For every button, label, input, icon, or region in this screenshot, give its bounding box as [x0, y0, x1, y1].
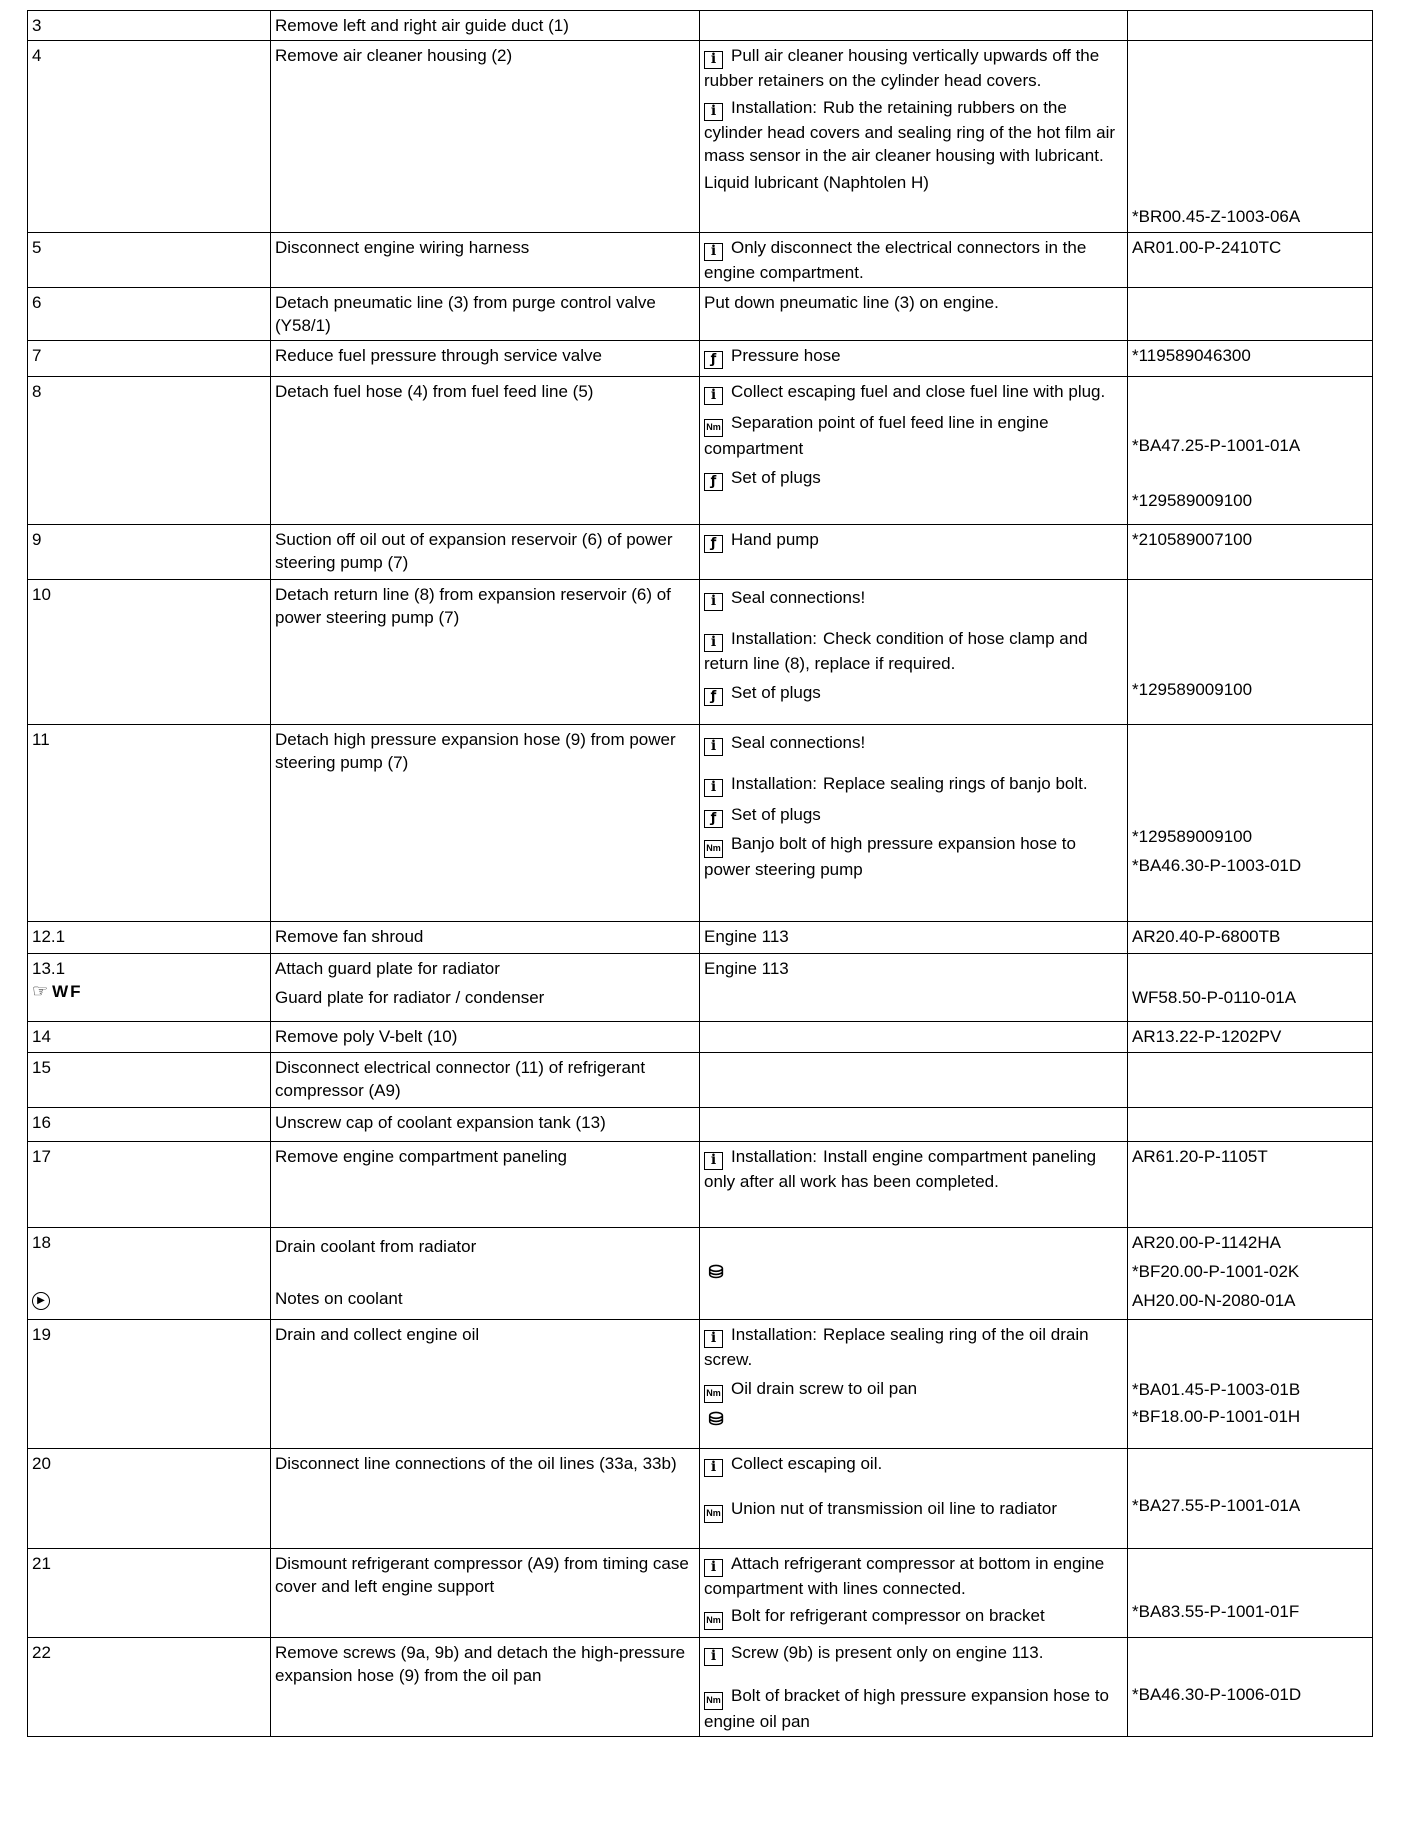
table-row: [28, 525, 1373, 580]
table-row: [28, 41, 1373, 233]
notes-cell: [700, 341, 1128, 377]
notes-cell: [700, 11, 1128, 41]
notes-cell: [700, 1022, 1128, 1053]
notes-cell: [700, 1320, 1128, 1449]
note: [704, 1406, 1123, 1430]
ref-cell: *210589007100: [1128, 525, 1373, 580]
note: Nm Oil drain screw to oil pan: [704, 1377, 1123, 1403]
step-cell: 9: [28, 525, 271, 580]
procedure-table: [27, 10, 1373, 1737]
note: ƒ Pressure hose: [704, 344, 1123, 369]
table-row: [28, 341, 1373, 377]
step-cell: 7: [28, 341, 271, 377]
task-cell: Disconnect engine wiring harness: [271, 233, 700, 288]
torque-nm-icon: Nm: [704, 1692, 723, 1710]
notes-cell: [700, 1142, 1128, 1228]
fill-capacity-icon: ⛁: [708, 1409, 724, 1430]
step-cell: 19: [28, 1320, 271, 1449]
notes-cell: [700, 725, 1128, 922]
task-cell: Remove left and right air guide duct (1): [271, 11, 700, 41]
note: Nm Banjo bolt of high pressure expansion hose to power steering pump: [704, 834, 1076, 879]
task-cell: Detach fuel hose (4) from fuel feed line (5): [271, 377, 700, 525]
ref-cell: [1128, 1108, 1373, 1142]
note: i Installation: Install engine compartment paneling only after all work has been completed.: [704, 1147, 1097, 1191]
table-row: [28, 11, 1373, 41]
task-cell: Remove air cleaner housing (2): [271, 41, 700, 233]
step-cell: 8: [28, 377, 271, 525]
notes-cell: [700, 233, 1128, 288]
task-cell: Remove screws (9a, 9b) and detach the high-pressure expansion hose (9) from the oil pan: [271, 1638, 700, 1737]
note: Nm Separation point of fuel feed line in engine compartment: [704, 413, 1049, 458]
note: i Attach refrigerant compressor at bottom in engine compartment with lines connected.: [704, 1554, 1105, 1598]
tool-icon: ƒ: [704, 688, 723, 706]
info-icon: i: [704, 1648, 723, 1666]
info-icon: i: [704, 1559, 723, 1577]
ref-cell: *BR00.45-Z-1003-06A: [1128, 41, 1373, 233]
ref-cell: [1128, 288, 1373, 341]
step-cell: 21: [28, 1549, 271, 1638]
info-icon: i: [704, 1330, 723, 1348]
task-cell: Reduce fuel pressure through service valve: [271, 341, 700, 377]
step-cell: 10: [28, 580, 271, 725]
ref-cell: AR20.40-P-6800TB: [1128, 922, 1373, 954]
note: i Seal connections!: [704, 586, 1123, 611]
step-cell: 12.1: [28, 922, 271, 954]
torque-nm-icon: Nm: [704, 1385, 723, 1403]
notes-reference-icon: ▶: [32, 1292, 50, 1310]
note: i Installation: Replace sealing ring of the oil drain screw.: [704, 1325, 1089, 1369]
step-cell: 15: [28, 1053, 271, 1108]
task-cell: Disconnect electrical connector (11) of refrigerant compressor (A9): [271, 1053, 700, 1108]
info-icon: i: [704, 634, 723, 652]
task-cell: Remove engine compartment paneling: [271, 1142, 700, 1228]
task-cell: Detach pneumatic line (3) from purge control valve (Y58/1): [271, 288, 700, 341]
notes-cell: [700, 1549, 1128, 1638]
info-icon: i: [704, 593, 723, 611]
fill-capacity-icon: ⛁: [708, 1262, 724, 1283]
ref-cell: *BA27.55-P-1001-01A: [1128, 1449, 1373, 1549]
table-row: [28, 1108, 1373, 1142]
ref-cell: *BA83.55-P-1001-01F: [1128, 1549, 1373, 1638]
table-row: [28, 954, 1373, 1022]
note: i Screw (9b) is present only on engine 113.: [704, 1641, 1123, 1666]
ref-cell: *129589009100 *BA46.30-P-1003-01D: [1128, 725, 1373, 922]
notes-cell: [700, 525, 1128, 580]
notes-cell: Engine 113: [700, 922, 1128, 954]
note: i Pull air cleaner housing vertically upwards off the rubber retainers on the cylinder head covers.: [704, 46, 1100, 90]
task-cell: Drain coolant from radiator Notes on coolant: [271, 1228, 700, 1320]
note: Liquid lubricant (Naphtolen H): [704, 173, 929, 192]
table-row: [28, 288, 1373, 341]
table-row: [28, 1549, 1373, 1638]
task-cell: Remove fan shroud: [271, 922, 700, 954]
step-cell: 11: [28, 725, 271, 922]
step-cell: 6: [28, 288, 271, 341]
info-icon: i: [704, 243, 723, 261]
info-icon: i: [704, 1152, 723, 1170]
note: ƒ Set of plugs: [704, 681, 1123, 706]
ref-cell: *BA01.45-P-1003-01B *BF18.00-P-1001-01H: [1128, 1320, 1373, 1449]
notes-cell: [700, 377, 1128, 525]
task-cell: Disconnect line connections of the oil lines (33a, 33b): [271, 1449, 700, 1549]
ref-cell: AR01.00-P-2410TC: [1128, 233, 1373, 288]
ref-cell: AR13.22-P-1202PV: [1128, 1022, 1373, 1053]
torque-nm-icon: Nm: [704, 840, 723, 858]
task-cell: Detach return line (8) from expansion reservoir (6) of power steering pump (7): [271, 580, 700, 725]
table-row: [28, 580, 1373, 725]
note: Nm Bolt of bracket of high pressure expansion hose to engine oil pan: [704, 1686, 1110, 1731]
tool-icon: ƒ: [704, 473, 723, 491]
note: i Installation: Check condition of hose clamp and return line (8), replace if required.: [704, 629, 1088, 673]
ref-cell: [1128, 1053, 1373, 1108]
info-icon: i: [704, 103, 723, 121]
info-icon: i: [704, 738, 723, 756]
ref-cell: *BA46.30-P-1006-01D: [1128, 1638, 1373, 1737]
table-row: [28, 1638, 1373, 1737]
table-row: [28, 233, 1373, 288]
table-row: [28, 725, 1373, 922]
step-cell: 22: [28, 1638, 271, 1737]
tool-icon: ƒ: [704, 351, 723, 369]
note: i Only disconnect the electrical connectors in the engine compartment.: [704, 238, 1087, 282]
pointing-hand-icon: ☞: [32, 981, 49, 1001]
notes-cell: [700, 1638, 1128, 1737]
task-cell: Drain and collect engine oil: [271, 1320, 700, 1449]
step-cell: 18 ▶: [28, 1228, 271, 1320]
task-cell: Suction off oil out of expansion reservoir (6) of power steering pump (7): [271, 525, 700, 580]
step-cell: 20: [28, 1449, 271, 1549]
note: i Collect escaping oil.: [704, 1452, 1123, 1477]
notes-cell: Engine 113: [700, 954, 1128, 1022]
notes-cell: [700, 1108, 1128, 1142]
ref-cell: *129589009100: [1128, 580, 1373, 725]
step-cell: 4: [28, 41, 271, 233]
notes-cell: [700, 1228, 1128, 1320]
step-cell: 17: [28, 1142, 271, 1228]
note: ƒ Hand pump: [704, 528, 1123, 553]
note: i Installation: Replace sealing rings of banjo bolt.: [704, 772, 1123, 797]
table-row: [28, 1228, 1373, 1320]
task-cell: Detach high pressure expansion hose (9) from power steering pump (7): [271, 725, 700, 922]
info-icon: i: [704, 1459, 723, 1477]
task-cell: Remove poly V-belt (10): [271, 1022, 700, 1053]
note: Nm Bolt for refrigerant compressor on bracket: [704, 1604, 1123, 1630]
notes-cell: [700, 580, 1128, 725]
table-row: [28, 1022, 1373, 1053]
table-row: [28, 1320, 1373, 1449]
torque-nm-icon: Nm: [704, 1505, 723, 1523]
ref-cell: WF58.50-P-0110-01A: [1128, 954, 1373, 1022]
info-icon: i: [704, 387, 723, 405]
table-row: [28, 377, 1373, 525]
tool-icon: ƒ: [704, 810, 723, 828]
step-cell: 3: [28, 11, 271, 41]
note: i Installation: Rub the retaining rubbers on the cylinder head covers and sealing ring of the hot film air mass sensor in the air cleaner housing with lubricant.: [704, 98, 1116, 165]
task-cell: Dismount refrigerant compressor (A9) from timing case cover and left engine support: [271, 1549, 700, 1638]
step-cell: 14: [28, 1022, 271, 1053]
ref-cell: AR61.20-P-1105T: [1128, 1142, 1373, 1228]
table-row: [28, 1449, 1373, 1549]
ref-cell: *119589046300: [1128, 341, 1373, 377]
ref-cell: [1128, 11, 1373, 41]
info-icon: i: [704, 779, 723, 797]
step-cell: 16: [28, 1108, 271, 1142]
note: i Collect escaping fuel and close fuel line with plug.: [704, 380, 1123, 405]
note: i Seal connections!: [704, 731, 1123, 756]
notes-cell: [700, 41, 1128, 233]
note: ƒ Set of plugs: [704, 803, 1123, 828]
task-cell: Unscrew cap of coolant expansion tank (13): [271, 1108, 700, 1142]
note: Nm Union nut of transmission oil line to radiator: [704, 1497, 1123, 1523]
ref-cell: *BA47.25-P-1001-01A *129589009100: [1128, 377, 1373, 525]
table-row: [28, 1142, 1373, 1228]
task-cell: Attach guard plate for radiator Guard plate for radiator / condenser: [271, 954, 700, 1022]
notes-cell: [700, 1449, 1128, 1549]
note: ƒ Set of plugs: [704, 466, 1123, 491]
table-row: [28, 1053, 1373, 1108]
info-icon: i: [704, 51, 723, 69]
step-cell: 13.1 ☞ WF: [28, 954, 271, 1022]
torque-nm-icon: Nm: [704, 419, 723, 437]
torque-nm-icon: Nm: [704, 1612, 723, 1630]
table-row: [28, 922, 1373, 954]
step-cell: 5: [28, 233, 271, 288]
tool-icon: ƒ: [704, 535, 723, 553]
notes-cell: [700, 1053, 1128, 1108]
workshop-form-marker: ☞ WF: [32, 981, 83, 1001]
notes-cell: Put down pneumatic line (3) on engine.: [700, 288, 1128, 341]
ref-cell: AR20.00-P-1142HA *BF20.00-P-1001-02K AH20.00-N-2080-01A: [1128, 1228, 1373, 1320]
